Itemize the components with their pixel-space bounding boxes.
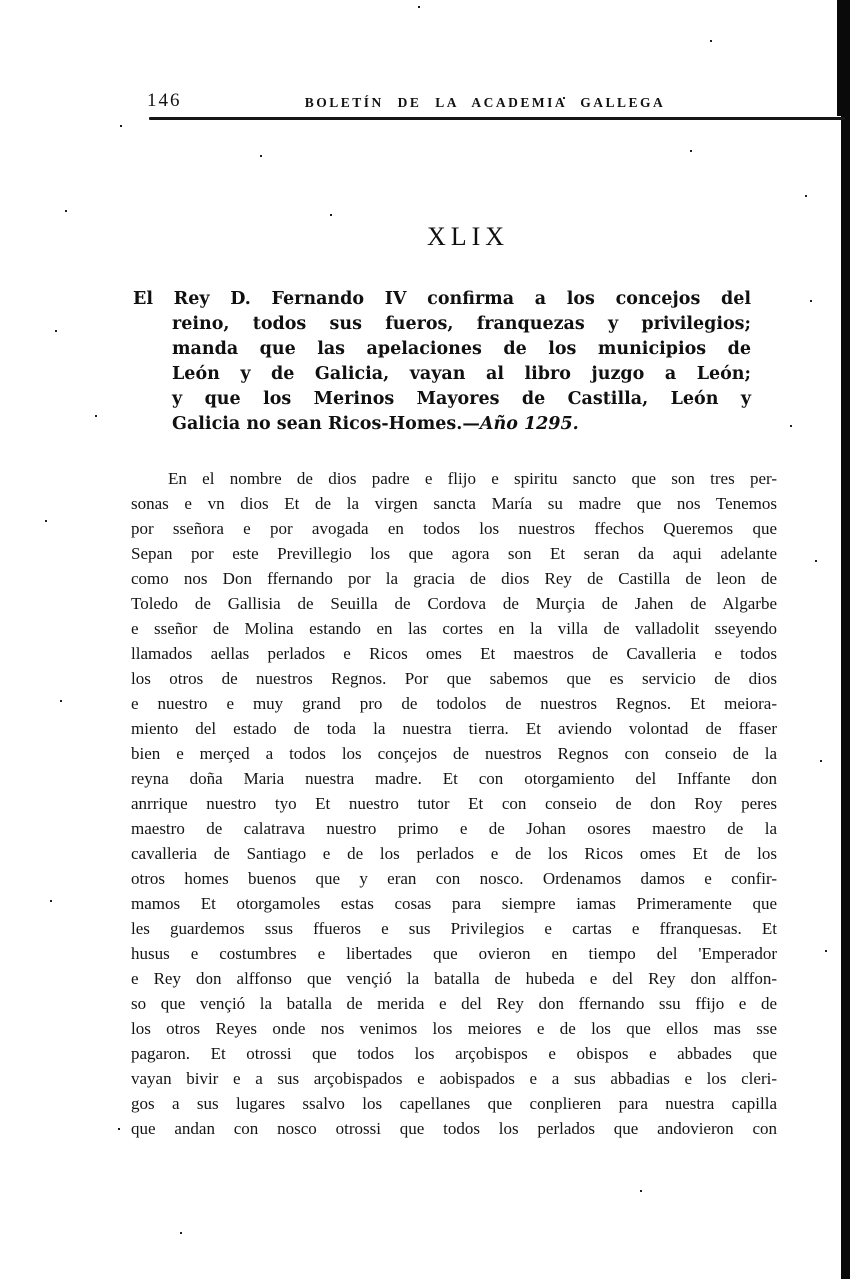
body-text-line: reyna doña Maria nuestra madre. Et con otorgamiento del Inffante don: [131, 769, 777, 788]
summary-last-text: Galicia no sean Ricos-Homes.: [172, 414, 463, 434]
summary-line: manda que las apelaciones de los municipios de: [172, 339, 751, 359]
summary-last-line: [172, 412, 751, 437]
body-text-line: bien e merçed a todos los conçejos de nuestros Regnos con conseio de la: [131, 744, 777, 763]
body-text-line: les guardemos ssus ffueros e sus Privilegios e cartas e ffranquesas. Et: [131, 919, 777, 938]
body-text-line: otros homes buenos que y eran con nosco. Ordenamos damos e confir-: [131, 869, 777, 888]
body-text-line: e nuestro e muy grand pro de todolos de nuestros Regnos. Et meiora-: [131, 694, 777, 713]
summary-line: reino, todos sus fueros, franquezas y privilegios;: [172, 314, 751, 334]
body-text-line: Toledo de Gallisia de Seuilla de Cordova de Murçia de Jahen de Algarbe: [131, 594, 777, 613]
body-text-line: los otros de nuestros Regnos. Por que sabemos que es servicio de dios: [131, 669, 777, 688]
body-text-line: so que vençió la batalla de merida e del Rey don ffernando ssu ffijo e de: [131, 994, 777, 1013]
scan-edge-strip: [841, 116, 850, 1279]
page-number: 146: [147, 90, 182, 111]
header-rule: [149, 117, 845, 120]
body-text-line: vayan bivir e a sus arçobispados e aobispados e a sus abbadias e los cleri-: [131, 1069, 777, 1088]
scan-noise: [0, 0, 2, 2]
body-text-line: cavalleria de Santiago e de los perlados e de los Ricos omes Et de los: [131, 844, 777, 863]
body-text-line: Sepan por este Previllegio los que agora son Et seran da aqui adelante: [131, 544, 777, 563]
body-text-line: pagaron. Et otrossi que todos los arçobispos e obispos e abbades que: [131, 1044, 777, 1063]
body-text-line: anrrique nuestro tyo Et nuestro tutor Et con conseio de don Roy peres: [131, 794, 777, 813]
summary-line: León y de Galicia, vayan al libro juzgo a León;: [172, 364, 751, 384]
body-text-line: maestro de calatrava nuestro primo e de Johan osores maestro de la: [131, 819, 777, 838]
body-text-line: llamados aellas perlados e Ricos omes Et maestros de Cavalleria e todos: [131, 644, 777, 663]
summary-line: El Rey D. Fernando IV confirma a los concejos del: [133, 289, 751, 309]
body-text-line: gos a sus lugares ssalvo los capellanes que conplieren para nuestra capilla: [131, 1094, 777, 1113]
body-text-line: e Rey don alffonso que vençió la batalla de hubeda e del Rey don alffon-: [131, 969, 777, 988]
summary-block: [133, 287, 751, 437]
body-text-line: mamos Et otorgamoles estas cosas para siempre iamas Primeramente que: [131, 894, 777, 913]
body-text-line: miento del estado de toda la nuestra tierra. Et aviendo volontad de ffaser: [131, 719, 777, 738]
scan-edge-strip: [837, 0, 850, 116]
body-text-line: por sseñora e por avogada en todos los nuestros ffechos Queremos que: [131, 519, 777, 538]
summary-lines: [133, 287, 751, 412]
summary-line: y que los Merinos Mayores de Castilla, León y: [172, 389, 751, 409]
body-text-line: e sseñor de Molina estando en las cortes en la villa de valladolit sseyendo: [131, 619, 777, 638]
body-text-line: sonas e vn dios Et de la virgen sancta María su madre que nos Tenemos: [131, 494, 777, 513]
summary-date-dash: —: [462, 414, 480, 434]
body-text-line: los otros Reyes onde nos venimos los meiores e de los que ellos mas sse: [131, 1019, 777, 1038]
body-text-line: como nos Don ffernando por la gracia de dios Rey de Castilla de leon de: [131, 569, 777, 588]
body-text-line: husus e costumbres e libertades que ovieron en tiempo del 'Emperador: [131, 944, 777, 963]
summary-date: Año 1295.: [479, 414, 579, 434]
body-text-line: que andan con nosco otrossi que todos los perlados que andovieron con: [131, 1119, 777, 1138]
body-text-line: En el nombre de dios padre e flijo e spiritu sancto que son tres per-: [168, 469, 777, 488]
journal-title: BOLETÍN DE LA ACADEMIA GALLEGA: [304, 95, 666, 110]
body-paragraph: [131, 466, 777, 1141]
section-number: XLIX: [426, 222, 510, 251]
